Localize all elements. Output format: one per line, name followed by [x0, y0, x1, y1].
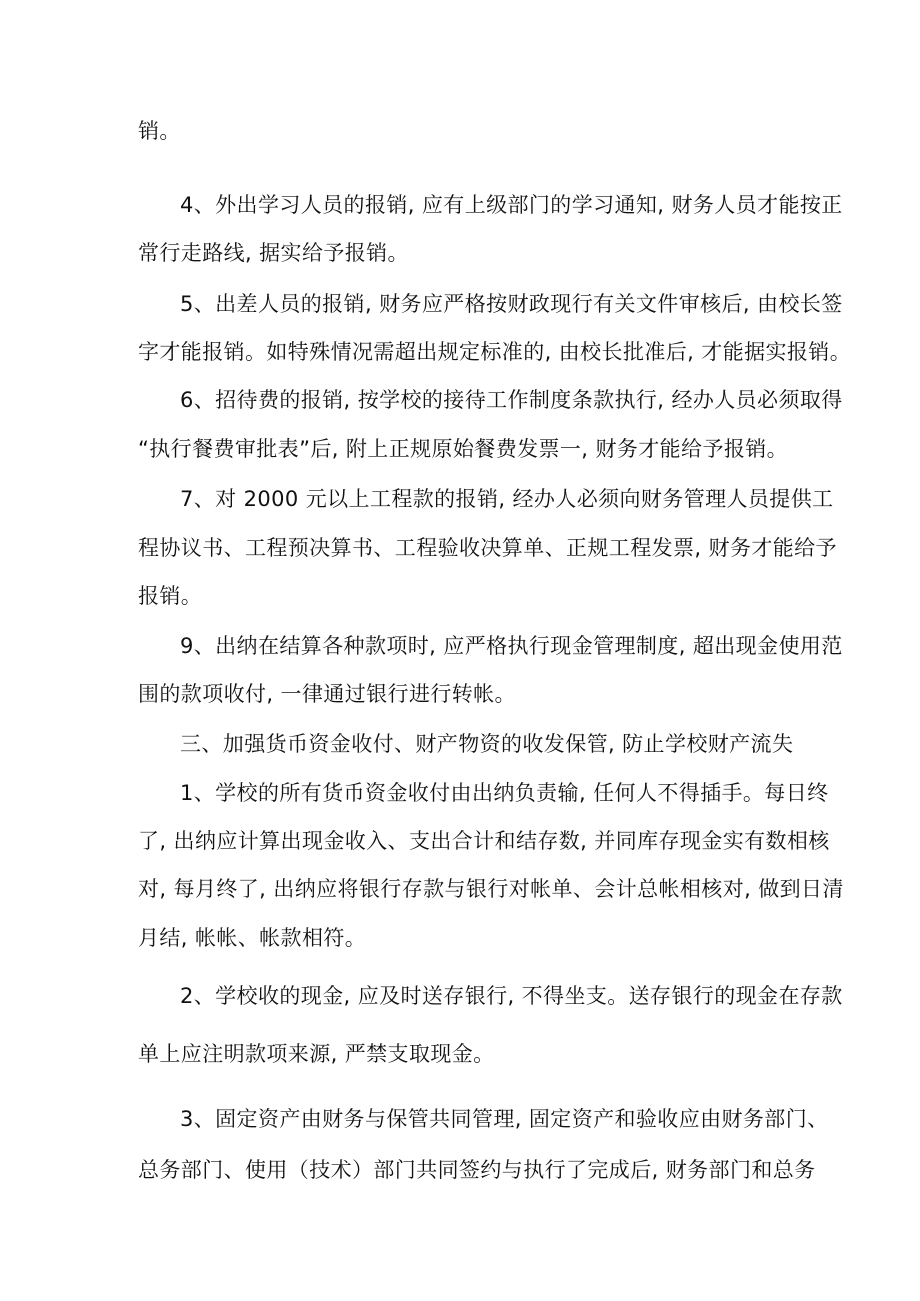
text-line: 围的款项收付, 一律通过银行进行转帐。 [138, 682, 516, 706]
text-line: 9、出纳在结算各种款项时, 应严格执行现金管理制度, 超出现金使用范 [180, 634, 843, 658]
text-line: 1、学校的所有货币资金收付由出纳负责输, 任何人不得插手。每日终 [180, 781, 829, 805]
text-line: 总务部门、使用（技术）部门共同签约与执行了完成后, 财务部门和总务 [138, 1158, 816, 1182]
text-line: 销。 [138, 119, 181, 143]
text-line: 4、外出学习人员的报销, 应有上级部门的学习通知, 财务人员才能按正 [180, 193, 843, 217]
text-line: 2、学校收的现金, 应及时送存银行, 不得坐支。送存银行的现金在存款 [180, 984, 843, 1008]
text-line: 字才能报销。如特殊情况需超出规定标准的, 由校长批准后, 才能据实报销。 [138, 340, 852, 364]
text-line: 3、固定资产由财务与保管共同管理, 固定资产和验收应由财务部门、 [180, 1107, 829, 1131]
text-line: 单上应注明款项来源, 严禁支取现金。 [138, 1042, 495, 1066]
text-line: 程协议书、工程预决算书、工程验收决算单、正规工程发票, 财务才能给予 [138, 536, 837, 560]
text-line: 月结, 帐帐、帐款相符。 [138, 926, 367, 950]
text-line: 报销。 [138, 584, 203, 608]
text-line: 6、招待费的报销, 按学校的接待工作制度条款执行, 经办人员必须取得 [180, 388, 843, 412]
text-line: 常行走路线, 据实给予报销。 [138, 241, 409, 265]
text-line: 对, 每月终了, 出纳应将银行存款与银行对帐单、会计总帐相核对, 做到日清 [138, 877, 844, 901]
text-line: 5、出差人员的报销, 财务应严格按财政现行有关文件审核后, 由校长签 [180, 292, 843, 316]
text-line: “执行餐费审批表”后, 附上正规原始餐费发票一, 财务才能给予报销。 [138, 437, 789, 461]
section-heading: 三、加强货币资金收付、财产物资的收发保管, 防止学校财产流失 [180, 732, 794, 756]
text-line: 了, 出纳应计算出现金收入、支出合计和结存数, 并同库存现金实有数相核 [138, 829, 830, 853]
text-line: 7、对 2000 元以上工程款的报销, 经办人必须向财务管理人员提供工 [180, 487, 834, 511]
